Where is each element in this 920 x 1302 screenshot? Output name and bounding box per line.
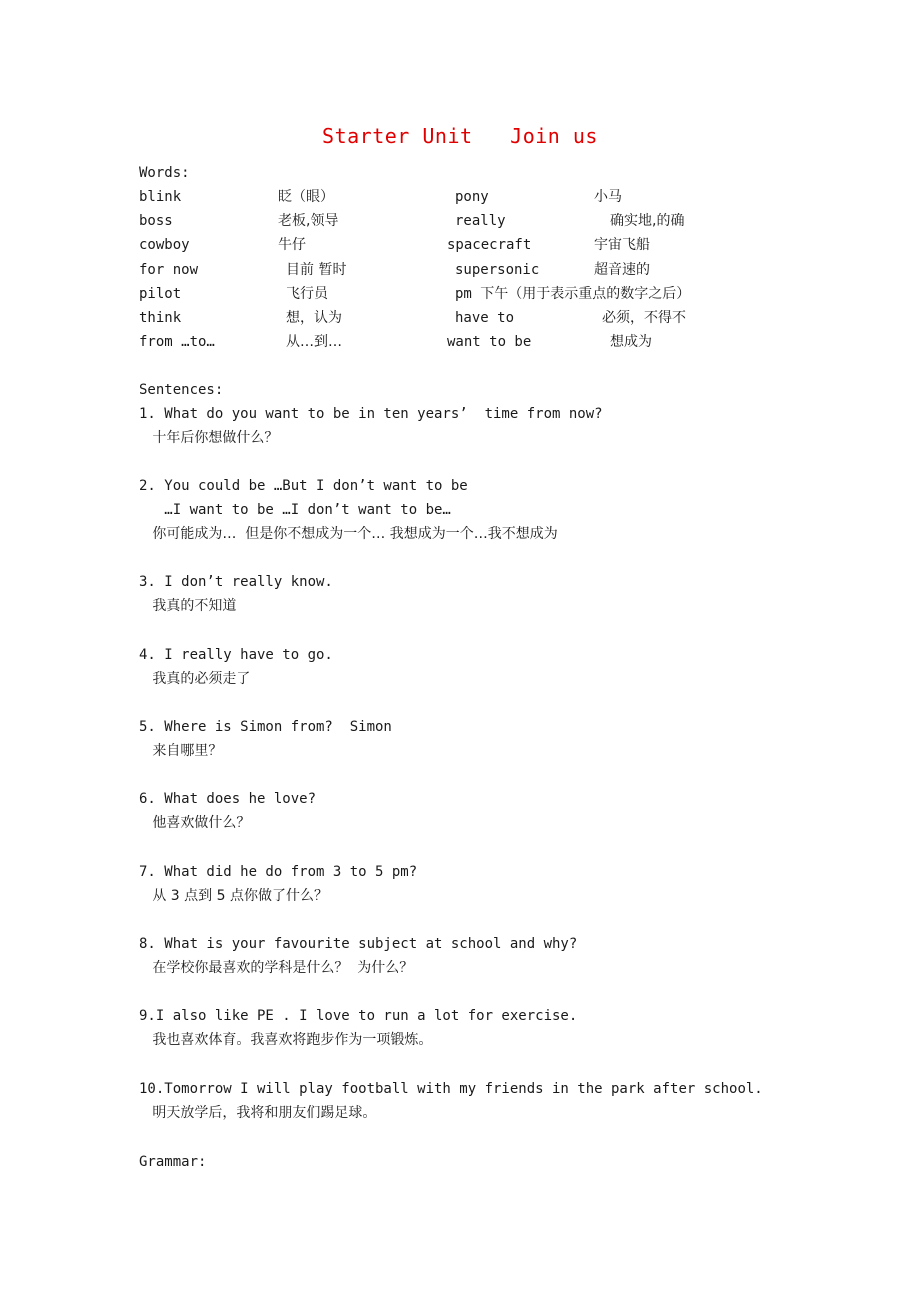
sentence-text: 3. I don’t really know. (139, 574, 333, 590)
grammar-heading: Grammar: (139, 1154, 207, 1170)
sentence-text: 8. What is your favourite subject at school and why? (139, 936, 578, 952)
word-cn-2: 确实地,的确 (610, 213, 685, 229)
word-en-2: supersonic (455, 262, 540, 278)
word-en: from …to… (139, 334, 215, 350)
word-cn: 想，认为 (286, 310, 342, 326)
sentence-line: 我也喜欢体育。我喜欢将跑步作为一项锻炼。 (139, 1032, 433, 1048)
sentence-line: 十年后你想做什么？ (139, 430, 279, 446)
word-en-2: spacecraft (447, 237, 532, 253)
word-en: boss (139, 213, 173, 229)
sentence-line: 从 3 点到 5 点你做了什么？ (139, 888, 328, 904)
sentence-line: 在学校你最喜欢的学科是什么？ 为什么？ (139, 960, 414, 976)
word-cn: 从…到… (286, 334, 342, 350)
word-en-2: really (455, 213, 506, 229)
sentence-text: 2. You could be …But I don’t want to be (139, 478, 468, 494)
words-row (0, 236, 920, 256)
word-en-2: pm 下午（用于表示重点的数字之后） (455, 286, 691, 302)
word-cn: 眨（眼） (278, 189, 334, 205)
sentence-text: 4. I really have to go. (139, 647, 333, 663)
words-row (0, 333, 920, 353)
word-cn-2: 超音速的 (594, 262, 650, 278)
word-en-2: want to be (447, 334, 532, 350)
word-cn-2: 必须，不得不 (602, 310, 686, 326)
sentence-line: 来自哪里？ (139, 743, 223, 759)
sentence-text: 7. What did he do from 3 to 5 pm? (139, 864, 418, 880)
words-heading: Words: (139, 165, 190, 181)
word-cn-2: 宇宙飞船 (594, 237, 650, 253)
sentence-line: 他喜欢做什么？ (139, 815, 251, 831)
word-en: pilot (139, 286, 182, 302)
words-row (0, 309, 920, 329)
word-en: cowboy (139, 237, 190, 253)
word-en-2: have to (455, 310, 515, 326)
words-row (0, 212, 920, 232)
word-cn-2: 想成为 (610, 334, 652, 350)
words-row (0, 261, 920, 281)
sentence-text: 6. What does he love? (139, 791, 317, 807)
sentence-text: 1. What do you want to be in ten years’ time from now? (139, 406, 603, 422)
sentence-text: 9.I also like PE . I love to run a lot for exercise. (139, 1008, 578, 1024)
sentence-line: …I want to be …I don’t want to be… (139, 502, 451, 518)
sentence-line: 你可能成为… 但是你不想成为一个… 我想成为一个…我不想成为 (139, 526, 558, 542)
word-en: blink (139, 189, 182, 205)
word-en: think (139, 310, 182, 326)
words-row (0, 188, 920, 208)
sentence-line: 明天放学后，我将和朋友们踢足球。 (139, 1105, 377, 1121)
word-cn: 飞行员 (286, 286, 328, 302)
word-cn-2: 小马 (594, 189, 622, 205)
sentence-text: 10.Tomorrow I will play football with my friends in the park after school. (139, 1081, 763, 1097)
sentences-heading: Sentences: (139, 382, 224, 398)
word-cn: 牛仔 (278, 237, 306, 253)
sentence-line: 我真的必须走了 (139, 671, 251, 687)
word-en: for now (139, 262, 199, 278)
word-cn: 老板,领导 (278, 213, 339, 229)
sentence-line: 我真的不知道 (139, 598, 237, 614)
word-cn: 目前 暂时 (286, 262, 347, 278)
word-en-2: pony (455, 189, 489, 205)
words-row (0, 285, 920, 305)
sentence-text: 5. Where is Simon from? Simon (139, 719, 392, 735)
page-title: Starter Unit Join us (322, 124, 598, 148)
